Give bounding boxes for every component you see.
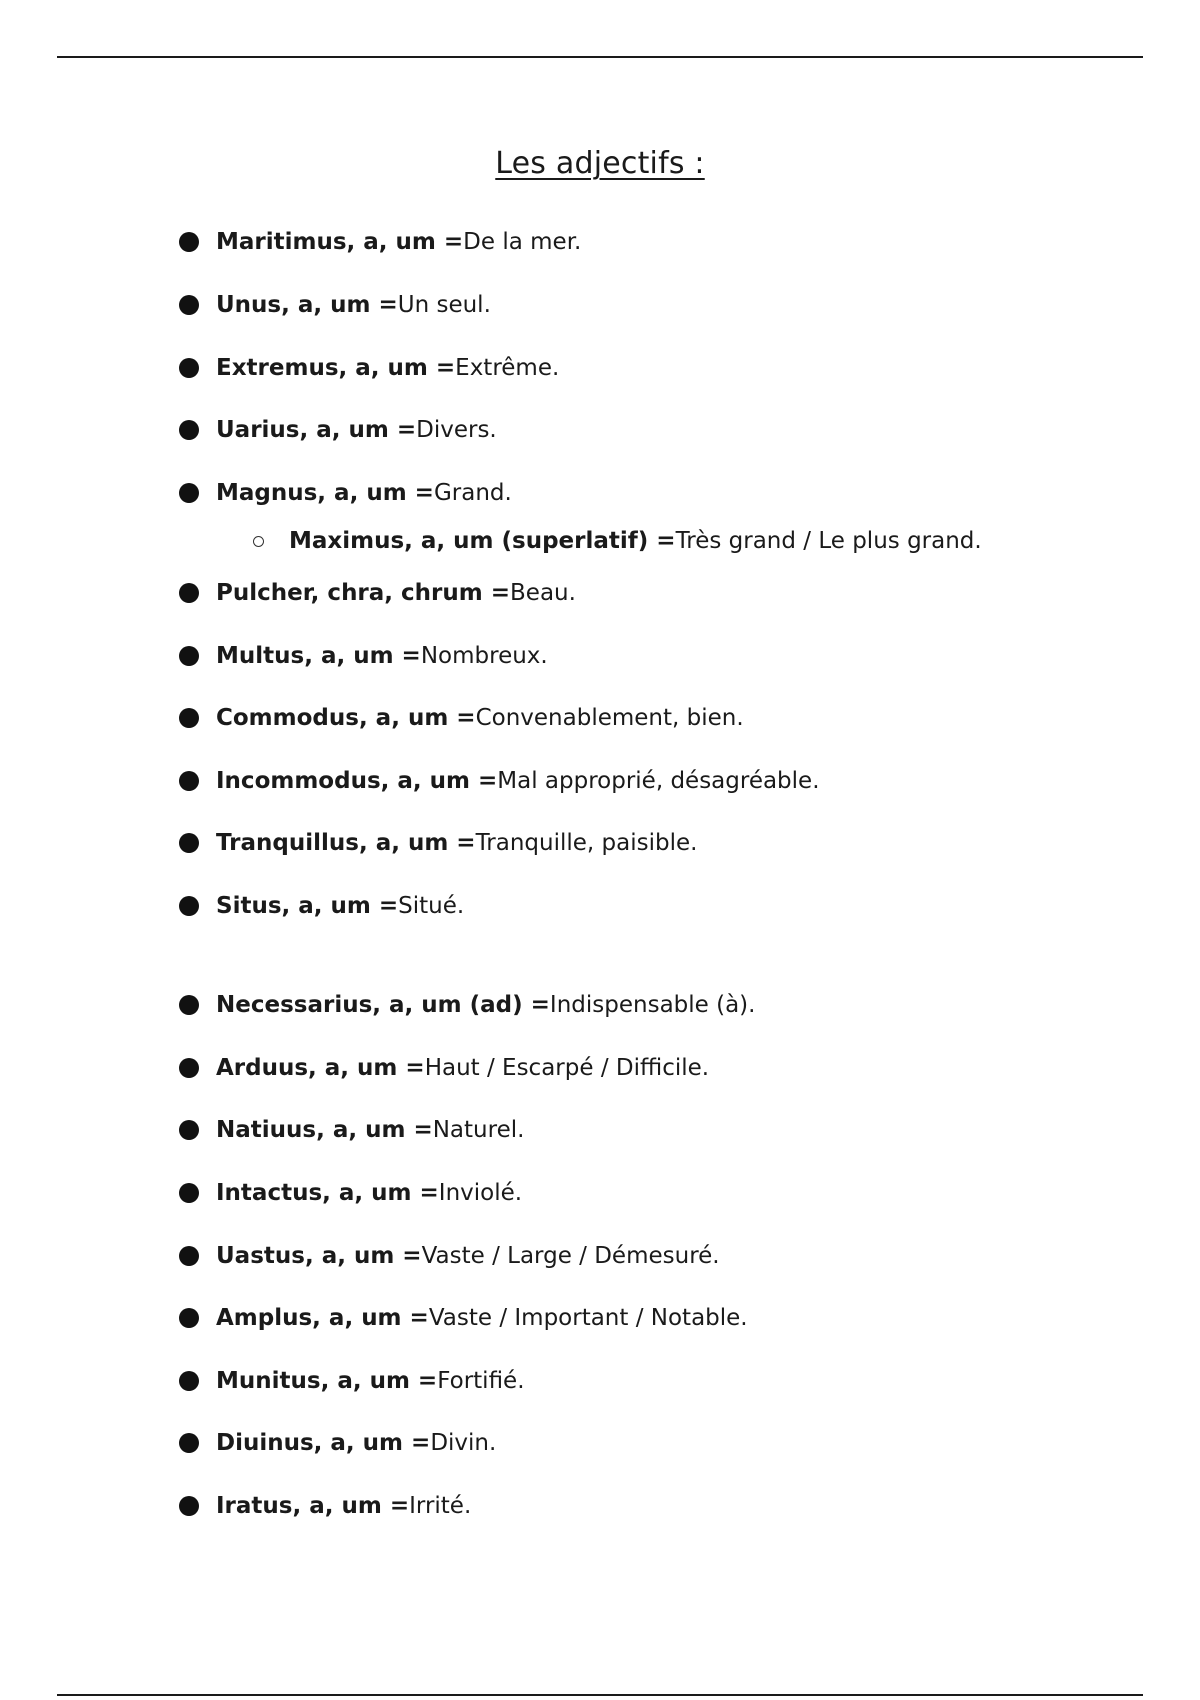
- latin-term: Commodus, a, um =: [216, 705, 476, 731]
- bullet-icon: [179, 646, 199, 666]
- list-item: [179, 575, 576, 611]
- latin-term: Intactus, a, um =: [216, 1180, 439, 1206]
- latin-term: Iratus, a, um =: [216, 1493, 410, 1519]
- bullet-icon: [179, 483, 199, 503]
- bullet-icon: [179, 358, 199, 378]
- latin-term: Necessarius, a, um (ad) =: [216, 992, 550, 1018]
- translation: Haut / Escarpé / Difficile.: [424, 1055, 710, 1081]
- list-item: [179, 1488, 471, 1524]
- list-item: [179, 825, 697, 861]
- bullet-icon: [179, 1058, 199, 1078]
- list-item: [179, 700, 744, 736]
- list-item: [179, 888, 464, 924]
- latin-term: Multus, a, um =: [216, 643, 421, 669]
- list-item: [179, 224, 581, 260]
- bullet-icon: [179, 771, 199, 791]
- translation: Situé.: [398, 893, 465, 919]
- latin-term: Magnus, a, um =: [216, 480, 434, 506]
- translation: Beau.: [510, 580, 576, 606]
- translation: Divin.: [430, 1430, 497, 1456]
- bullet-icon: [179, 896, 199, 916]
- latin-term: Situs, a, um =: [216, 893, 399, 919]
- translation: Divers.: [416, 417, 497, 443]
- latin-term: Arduus, a, um =: [216, 1055, 425, 1081]
- list-item: [179, 1425, 496, 1461]
- list-item: [179, 1050, 709, 1086]
- translation: Mal approprié, désagréable.: [497, 768, 820, 794]
- list-item: [179, 1238, 720, 1274]
- latin-term: Pulcher, chra, chrum =: [216, 580, 511, 606]
- latin-term: Munitus, a, um =: [216, 1368, 438, 1394]
- latin-term: Tranquillus, a, um =: [216, 830, 476, 856]
- list-item: [179, 763, 820, 799]
- footer-rule: [57, 1694, 1143, 1696]
- bullet-icon: [179, 295, 199, 315]
- bullet-icon: [179, 1496, 199, 1516]
- list-item: [179, 475, 512, 511]
- page-title: Les adjectifs :: [495, 146, 705, 181]
- bullet-icon: [179, 1246, 199, 1266]
- translation: De la mer.: [463, 229, 582, 255]
- latin-term: Amplus, a, um =: [216, 1305, 429, 1331]
- list-item: [179, 1363, 525, 1399]
- translation: Vaste / Large / Démesuré.: [421, 1243, 720, 1269]
- translation: Inviolé.: [438, 1180, 523, 1206]
- latin-term: Unus, a, um =: [216, 292, 398, 318]
- latin-term: Uarius, a, um =: [216, 417, 417, 443]
- latin-term: Natiuus, a, um =: [216, 1117, 433, 1143]
- translation: Extrême.: [455, 355, 560, 381]
- bullet-icon: [179, 1371, 199, 1391]
- bullet-icon: [179, 420, 199, 440]
- bullet-icon: [179, 833, 199, 853]
- translation: Nombreux.: [420, 643, 548, 669]
- translation: Fortifié.: [437, 1368, 525, 1394]
- translation: Grand.: [433, 480, 512, 506]
- list-item: [179, 1175, 522, 1211]
- bullet-icon: [179, 1120, 199, 1140]
- list-item: [179, 350, 559, 386]
- list-item: [179, 1300, 748, 1336]
- translation: Un seul.: [397, 292, 491, 318]
- list-item: [179, 287, 491, 323]
- list-item: [179, 987, 755, 1023]
- bullet-icon: [179, 708, 199, 728]
- list-item: [179, 412, 497, 448]
- latin-term: Uastus, a, um =: [216, 1243, 422, 1269]
- bullet-icon: [179, 1183, 199, 1203]
- translation: Tranquille, paisible.: [475, 830, 698, 856]
- circle-bullet-icon: [253, 536, 264, 547]
- translation: Convenablement, bien.: [475, 705, 744, 731]
- latin-term: Incommodus, a, um =: [216, 768, 498, 794]
- bullet-icon: [179, 1308, 199, 1328]
- bullet-icon: [179, 232, 199, 252]
- translation: Naturel.: [432, 1117, 525, 1143]
- translation: Très grand / Le plus grand.: [675, 528, 982, 554]
- translation: Irrité.: [409, 1493, 472, 1519]
- latin-term: Extremus, a, um =: [216, 355, 456, 381]
- bullet-icon: [179, 583, 199, 603]
- bullet-icon: [179, 995, 199, 1015]
- latin-term: Maximus, a, um (superlatif) =: [289, 528, 676, 554]
- list-item: [179, 638, 548, 674]
- translation: Indispensable (à).: [549, 992, 756, 1018]
- list-item: [179, 1112, 524, 1148]
- bullet-icon: [179, 1433, 199, 1453]
- sub-list-item: [253, 523, 982, 559]
- translation: Vaste / Important / Notable.: [428, 1305, 748, 1331]
- latin-term: Maritimus, a, um =: [216, 229, 464, 255]
- latin-term: Diuinus, a, um =: [216, 1430, 431, 1456]
